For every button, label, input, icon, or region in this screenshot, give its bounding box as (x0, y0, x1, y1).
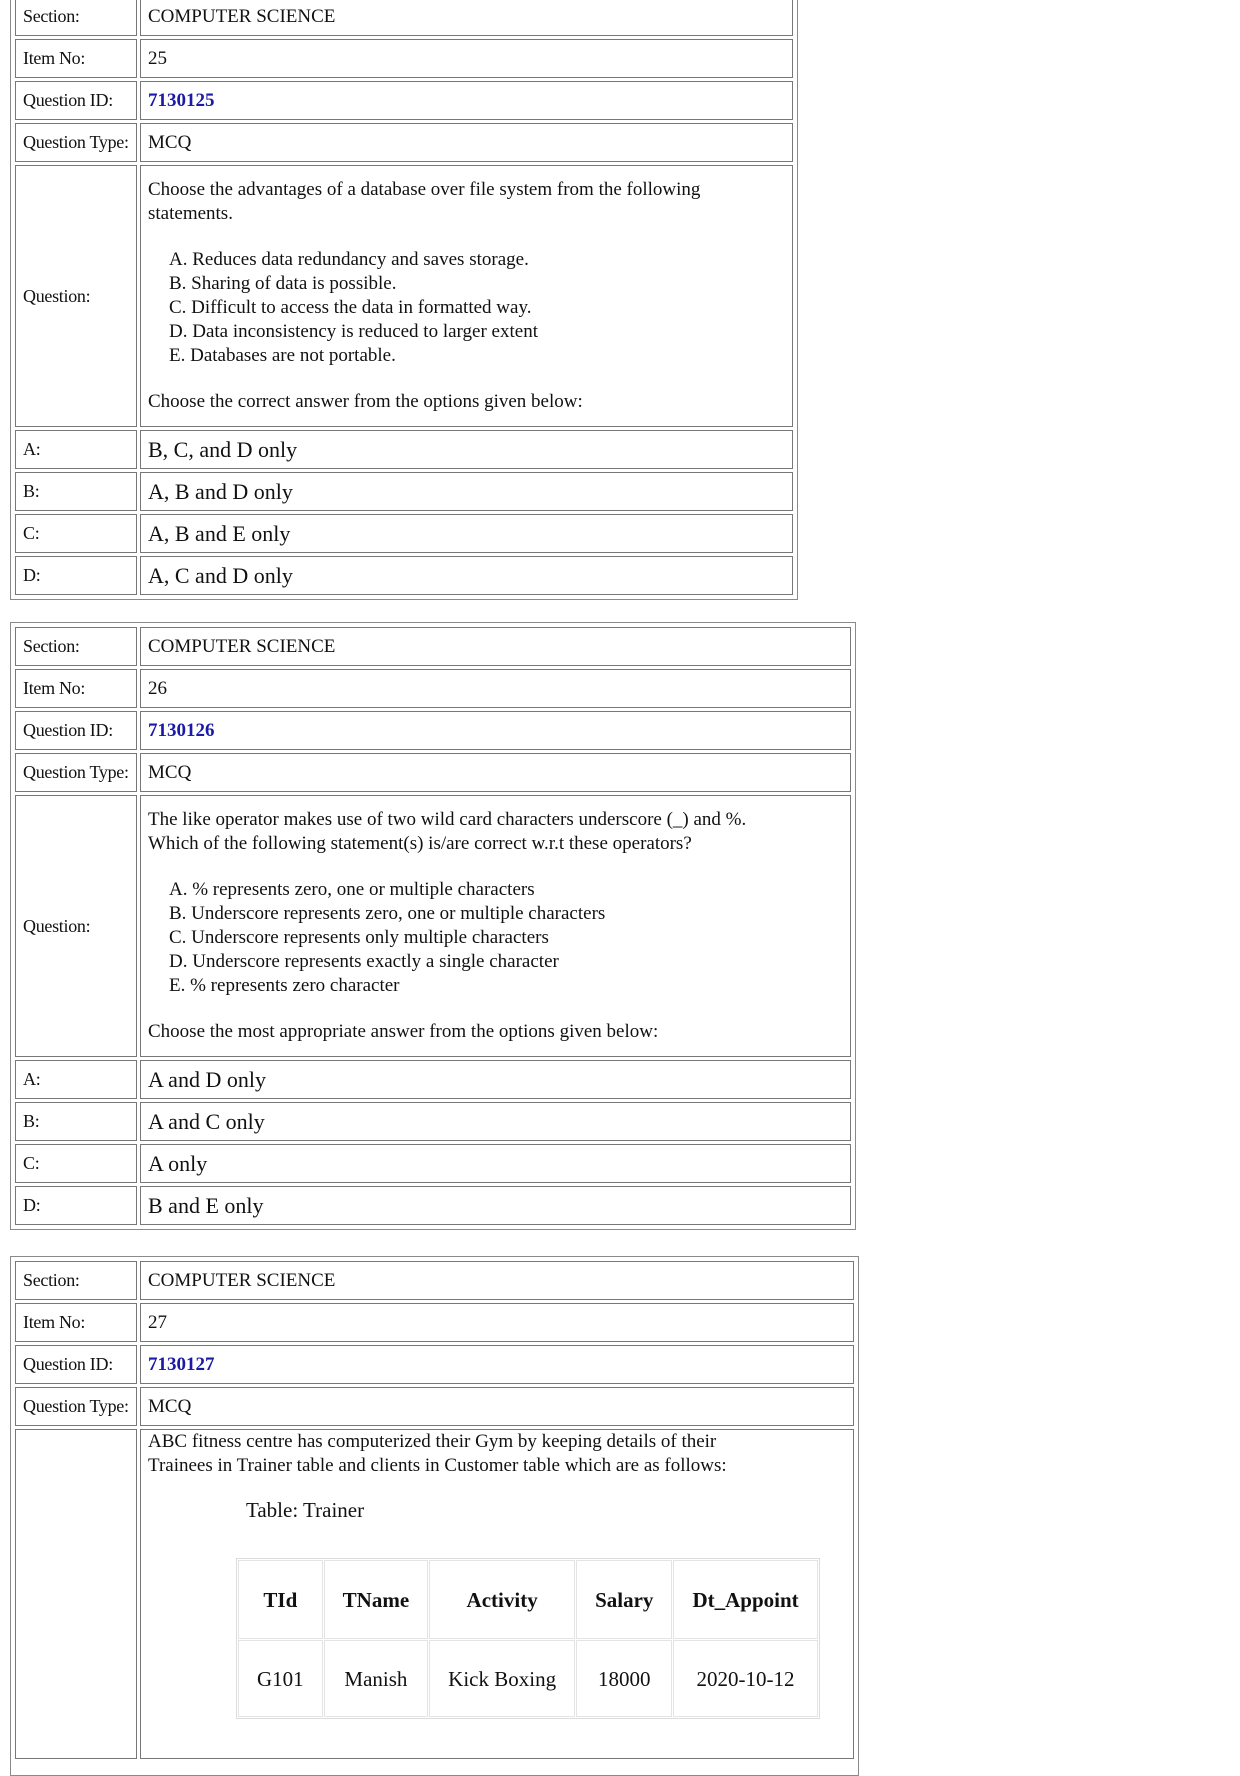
question-label: Question: (15, 165, 137, 427)
question-table (12, 624, 854, 1228)
statement-list (169, 878, 843, 998)
question-type-value: MCQ (140, 123, 793, 162)
statement-list (169, 248, 785, 368)
section-value: COMPUTER SCIENCE (140, 627, 851, 666)
question-prompt: Choose the correct answer from the options given below: (148, 391, 583, 412)
option-c-text: A only (140, 1144, 851, 1183)
option-b-label: B: (15, 472, 137, 511)
cell-salary: 18000 (576, 1640, 672, 1717)
question-type-value: MCQ (140, 1387, 854, 1426)
question-intro-line2: Trainees in Trainer table and clients in Customer table which are as follows: (148, 1455, 727, 1476)
section-value: COMPUTER SCIENCE (140, 0, 793, 36)
statement-a: A. Reduces data redundancy and saves storage. (169, 249, 529, 270)
question-id-label: Question ID: (15, 1345, 137, 1384)
option-d-text: B and E only (140, 1186, 851, 1225)
col-header-salary: Salary (576, 1560, 672, 1639)
question-intro (148, 808, 843, 856)
cell-dt-appoint: 2020-10-12 (673, 1640, 817, 1717)
option-a-label: A: (15, 1060, 137, 1099)
question-intro-line2: Which of the following statement(s) is/are correct w.r.t these operators? (148, 833, 692, 854)
question-table (12, 1258, 857, 1762)
option-d-label: D: (15, 1186, 137, 1225)
question-id-value: 7130125 (140, 81, 793, 120)
question-intro: Choose the advantages of a database over file system from the following statements. (148, 179, 701, 224)
question-block-27 (10, 1256, 859, 1776)
col-header-dt-appoint: Dt_Appoint (673, 1560, 817, 1639)
section-label: Section: (15, 1261, 137, 1300)
statement-c: C. Difficult to access the data in formatted way. (169, 297, 532, 318)
statement-e: E. Databases are not portable. (169, 345, 396, 366)
question-intro-line1: ABC fitness centre has computerized their Gym by keeping details of their (148, 1431, 717, 1452)
option-a-text: B, C, and D only (140, 430, 793, 469)
statement-b: B. Sharing of data is possible. (169, 273, 397, 294)
item-no-value: 27 (140, 1303, 854, 1342)
question-block-25 (10, 0, 798, 600)
option-d-label: D: (15, 556, 137, 595)
item-no-label: Item No: (15, 669, 137, 708)
question-id-label: Question ID: (15, 711, 137, 750)
option-c-text: A, B and E only (140, 514, 793, 553)
section-label: Section: (15, 627, 137, 666)
statement-c: C. Underscore represents only multiple characters (169, 927, 549, 948)
option-b-text: A, B and D only (140, 472, 793, 511)
item-no-label: Item No: (15, 39, 137, 78)
question-type-label: Question Type: (15, 753, 137, 792)
question-type-value: MCQ (140, 753, 851, 792)
option-b-label: B: (15, 1102, 137, 1141)
section-value: COMPUTER SCIENCE (140, 1261, 854, 1300)
question-intro-line1: The like operator makes use of two wild card characters underscore (_) and %. (148, 809, 747, 830)
option-c-label: C: (15, 1144, 137, 1183)
cell-tname: Manish (324, 1640, 429, 1717)
question-text (140, 165, 793, 427)
cell-tid: G101 (238, 1640, 323, 1717)
cell-activity: Kick Boxing (429, 1640, 575, 1717)
col-header-tname: TName (324, 1560, 429, 1639)
question-table (12, 0, 796, 598)
question-text (140, 1429, 854, 1759)
option-d-text: A, C and D only (140, 556, 793, 595)
statement-a: A. % represents zero, one or multiple characters (169, 879, 535, 900)
question-id-value: 7130127 (140, 1345, 854, 1384)
section-label: Section: (15, 0, 137, 36)
option-b-text: A and C only (140, 1102, 851, 1141)
col-header-tid: TId (238, 1560, 323, 1639)
question-text (140, 795, 851, 1057)
table-caption: Table: Trainer (246, 1498, 365, 1522)
item-no-label: Item No: (15, 1303, 137, 1342)
question-label (15, 1429, 137, 1759)
option-a-text: A and D only (140, 1060, 851, 1099)
option-c-label: C: (15, 514, 137, 553)
question-type-label: Question Type: (15, 123, 137, 162)
trainer-table (236, 1558, 820, 1719)
question-prompt: Choose the most appropriate answer from the options given below: (148, 1021, 659, 1042)
question-id-label: Question ID: (15, 81, 137, 120)
question-label: Question: (15, 795, 137, 1057)
item-no-value: 25 (140, 39, 793, 78)
statement-e: E. % represents zero character (169, 975, 400, 996)
statement-d: D. Underscore represents exactly a single character (169, 951, 559, 972)
statement-b: B. Underscore represents zero, one or multiple characters (169, 903, 606, 924)
item-no-value: 26 (140, 669, 851, 708)
question-id-value: 7130126 (140, 711, 851, 750)
option-a-label: A: (15, 430, 137, 469)
table-row (238, 1640, 818, 1717)
col-header-activity: Activity (429, 1560, 575, 1639)
question-intro (148, 1430, 846, 1478)
statement-d: D. Data inconsistency is reduced to larger extent (169, 321, 538, 342)
trainer-header-row (238, 1560, 818, 1639)
question-type-label: Question Type: (15, 1387, 137, 1426)
question-block-26 (10, 622, 856, 1230)
